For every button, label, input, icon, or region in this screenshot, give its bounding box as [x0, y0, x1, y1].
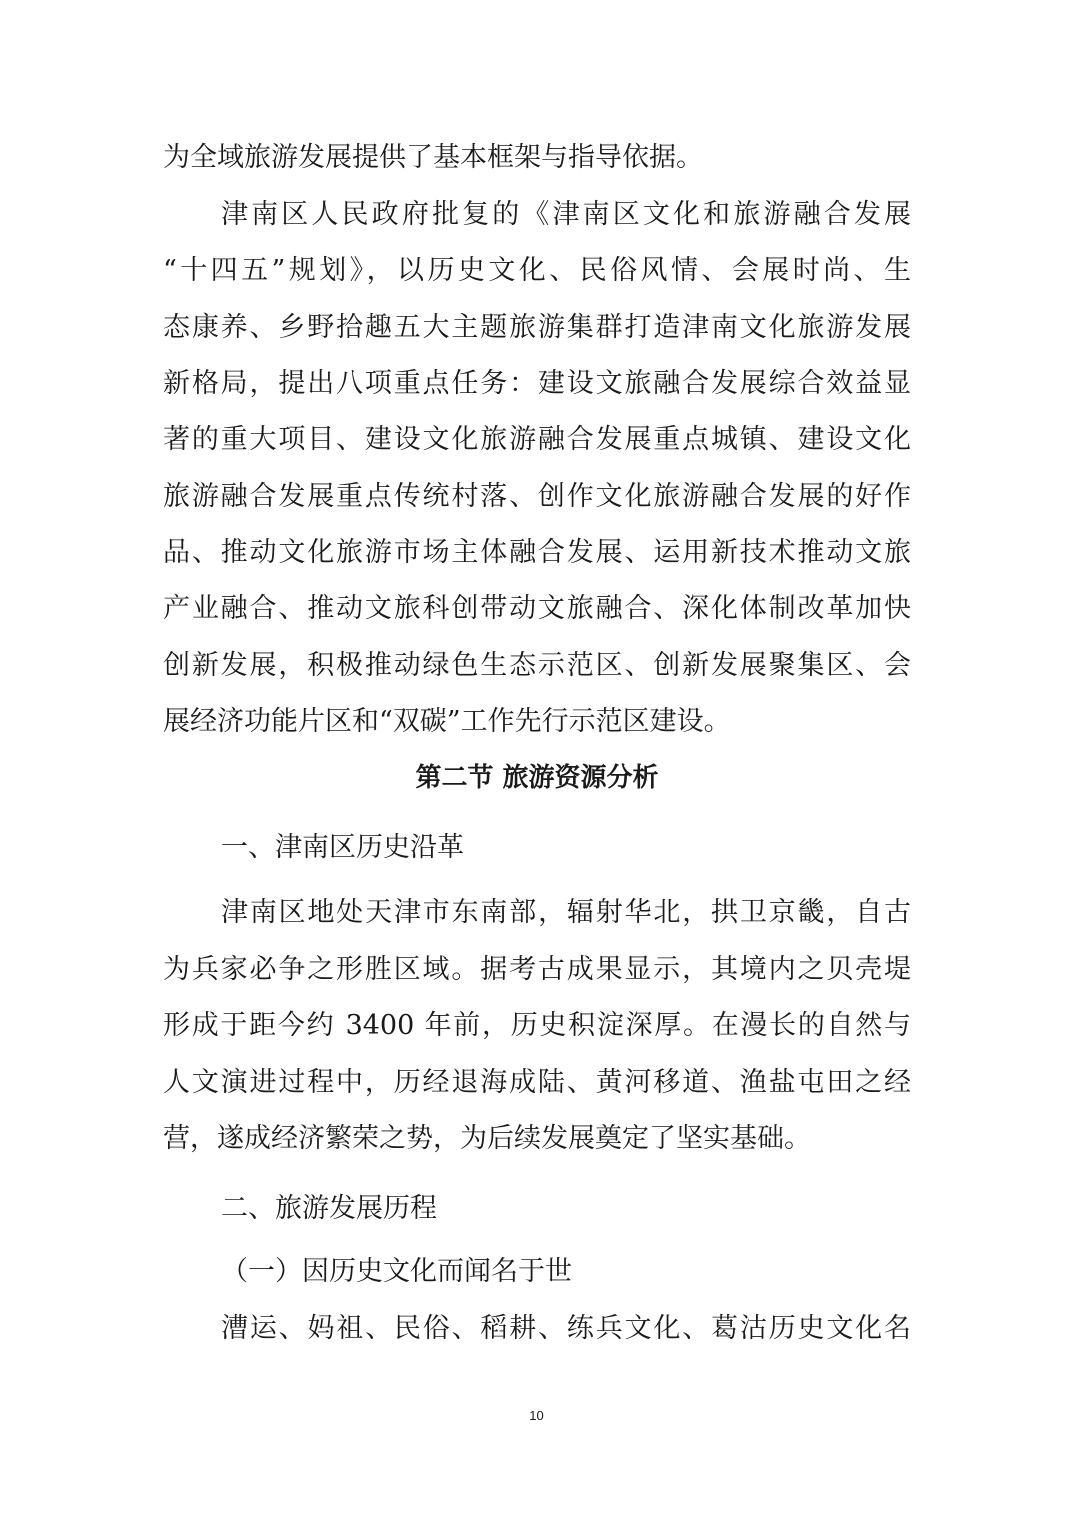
paragraph-line: 品、推动文化旅游市场主体融合发展、运用新技术推动文旅 — [163, 537, 911, 568]
paragraph-line: 形成于距今约 3400 年前，历史积淀深厚。在漫长的自然与 — [163, 1010, 911, 1041]
paragraph-line: 营，遂成经济繁荣之势，为后续发展奠定了坚实基础。 — [163, 1123, 811, 1154]
paragraph-line: 津南区地处天津市东南部，辐射华北，拱卫京畿，自古 — [221, 897, 911, 928]
paragraph-line: 为兵家必争之形胜区域。据考古成果显示，其境内之贝壳堤 — [163, 954, 911, 985]
paragraph-line: 新格局，提出八项重点任务：建设文旅融合发展综合效益显 — [163, 368, 911, 399]
paragraph-line: 产业融合、推动文旅科创带动文旅融合、深化体制改革加快 — [163, 593, 911, 624]
paragraph-line: “十四五”规划》，以历史文化、民俗风情、会展时尚、生 — [163, 255, 911, 286]
paragraph-line: 态康养、乡野拾趣五大主题旅游集群打造津南文化旅游发展 — [163, 312, 911, 343]
paragraph-line: 旅游融合发展重点传统村落、创作文化旅游融合发展的好作 — [163, 481, 911, 512]
paragraph-line: 创新发展，积极推动绿色生态示范区、创新发展聚集区、会 — [163, 650, 911, 681]
paragraph-line: 著的重大项目、建设文化旅游融合发展重点城镇、建设文化 — [163, 424, 911, 455]
paragraph-line: 津南区人民政府批复的《津南区文化和旅游融合发展 — [221, 199, 911, 230]
paragraph-line: 展经济功能片区和“双碳”工作先行示范区建设。 — [163, 706, 731, 737]
page-number: 10 — [529, 1408, 544, 1423]
paragraph-line: 漕运、妈祖、民俗、稻耕、练兵文化、葛沽历史文化名 — [221, 1313, 911, 1344]
paragraph-line: 人文演进过程中，历经退海成陆、黄河移道、渔盐屯田之经 — [163, 1067, 911, 1098]
subheading: （一）因历史文化而闻名于世 — [221, 1256, 572, 1287]
paragraph-line: 为全域旅游发展提供了基本框架与指导依据。 — [163, 142, 703, 173]
subheading: 一、津南区历史沿革 — [221, 832, 464, 863]
subheading: 二、旅游发展历程 — [221, 1193, 437, 1224]
section-heading: 第二节 旅游资源分析 — [415, 763, 659, 793]
